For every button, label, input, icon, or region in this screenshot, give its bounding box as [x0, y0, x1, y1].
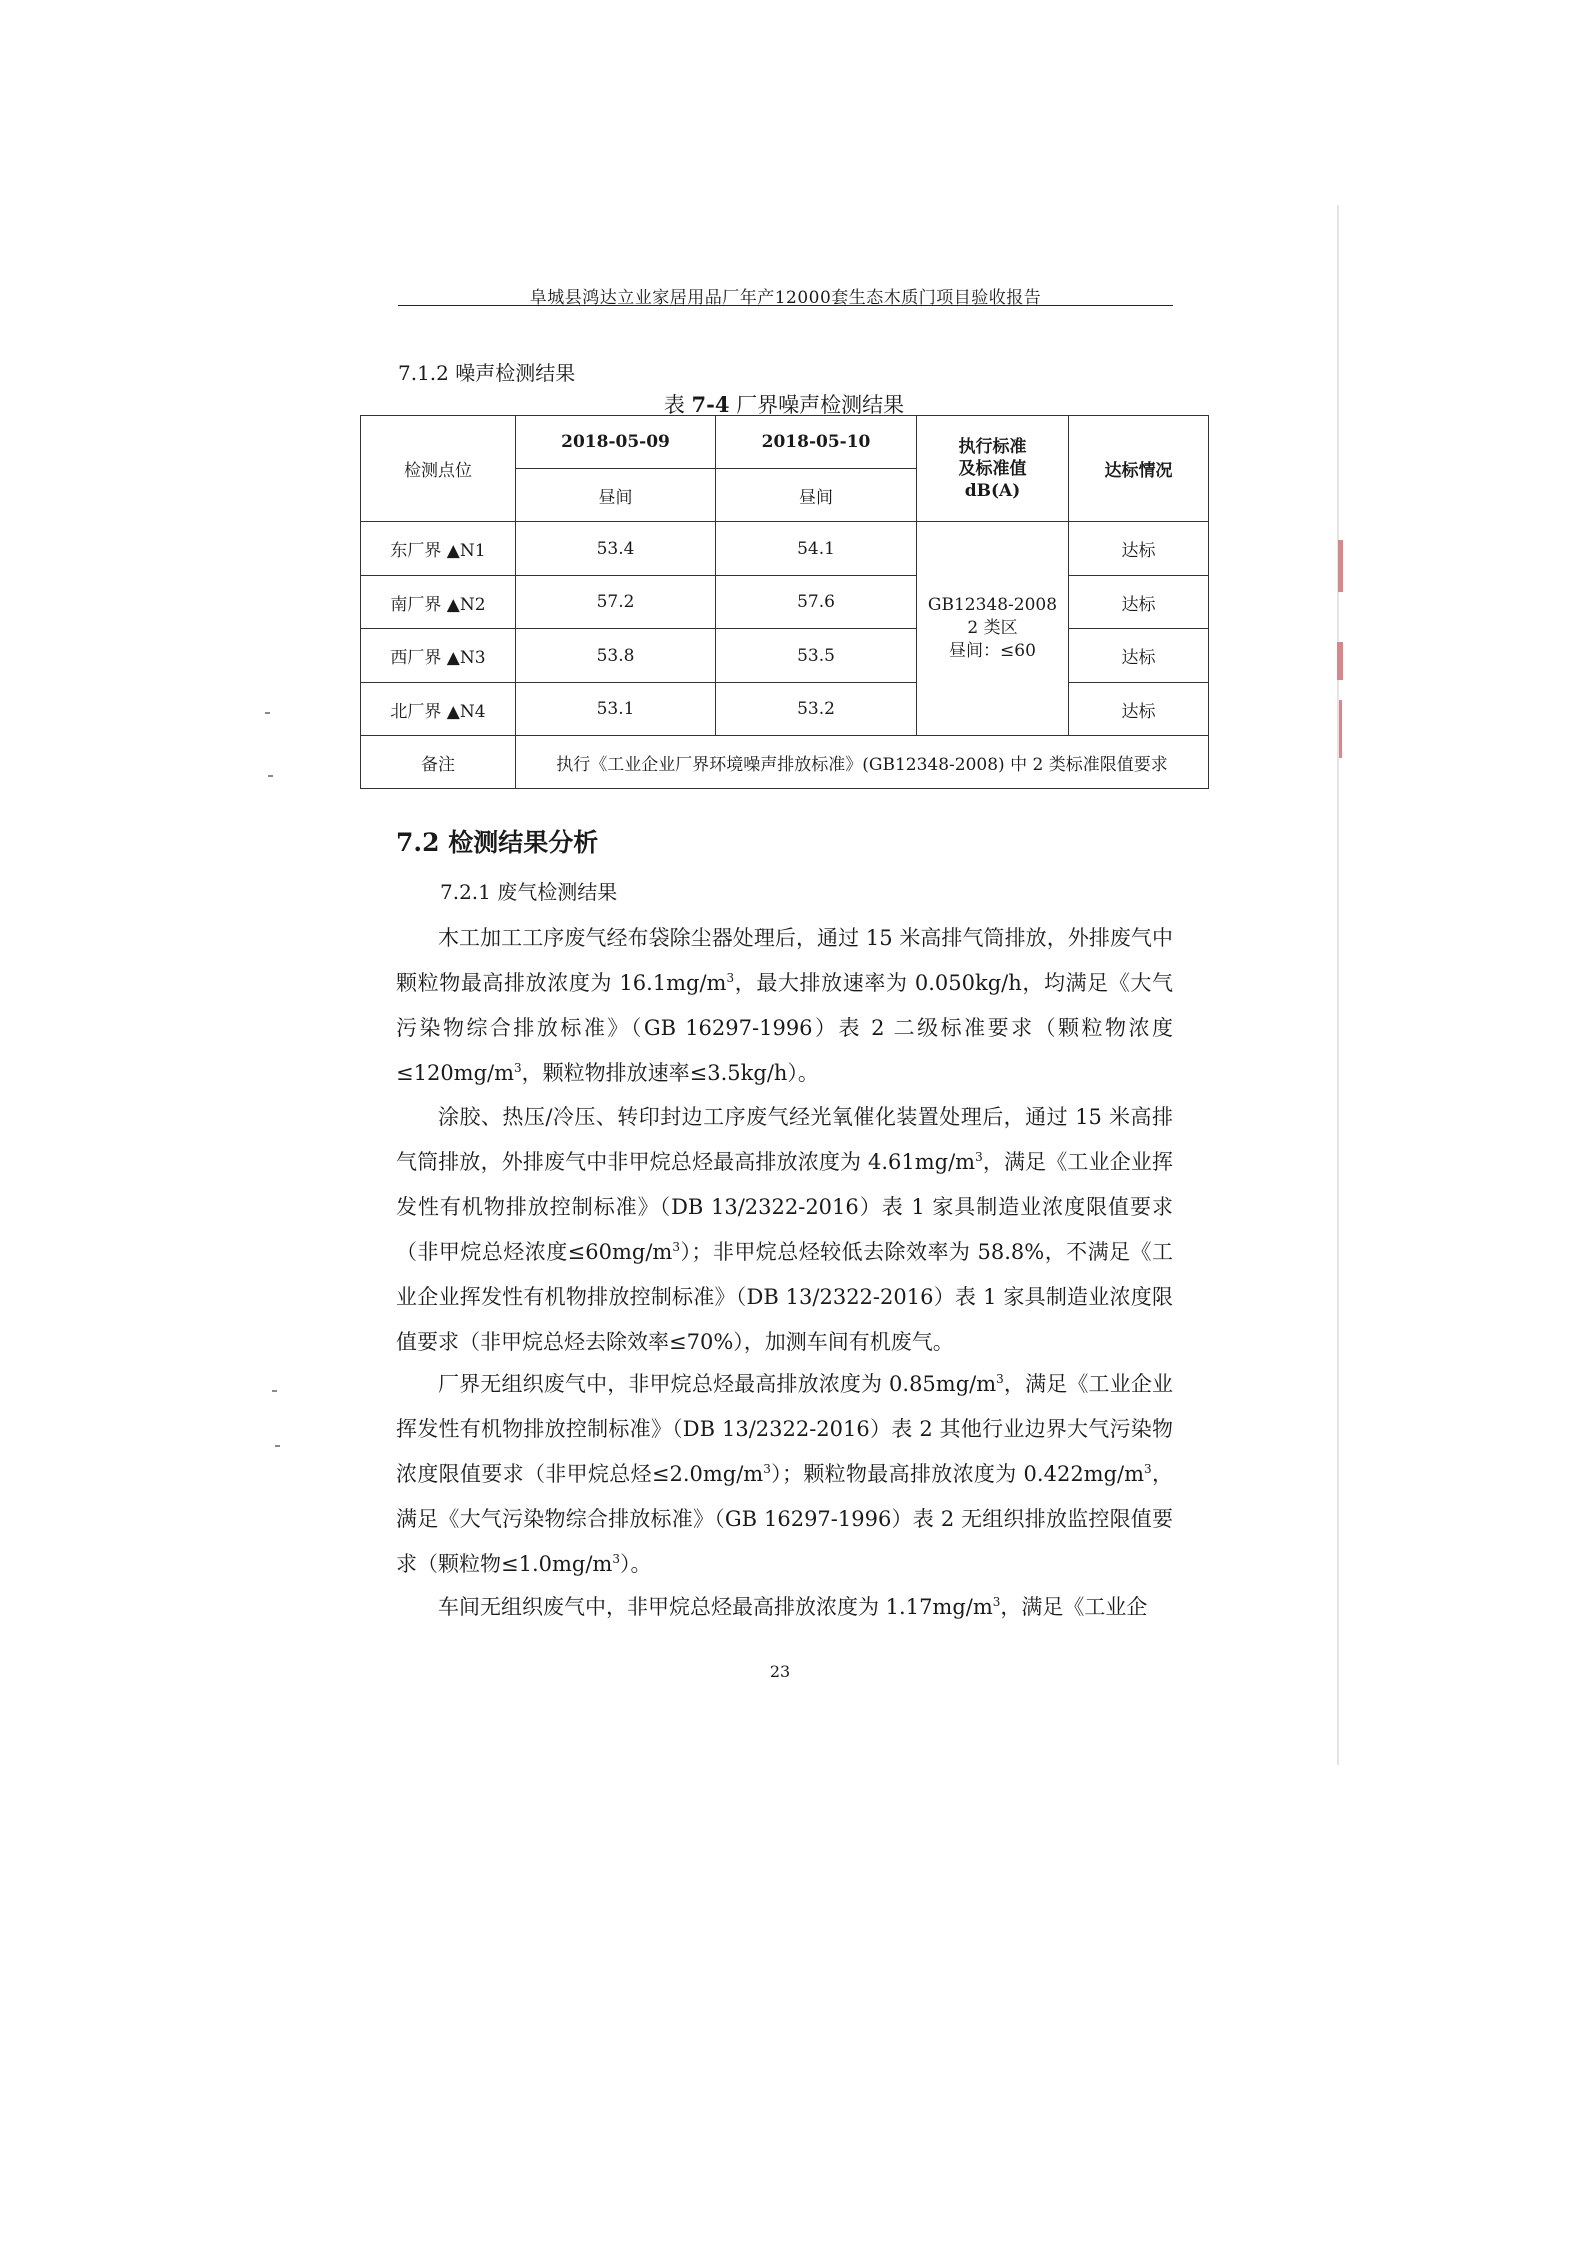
superscript-3: 3 [975, 1150, 983, 1164]
table-row [361, 576, 1209, 629]
superscript-3: 3 [672, 1240, 680, 1254]
header-standard-line2: 及标准值 [958, 458, 1027, 479]
scan-edge-line [1337, 205, 1339, 1765]
p2-text-c: ）；非甲烷总烃较低去除效率为 58.8%，不满足《工业企业挥发性有机物排放控制标准》（DB 13/2322-2016）表 1 家具制造业浓度限值要求（非甲烷总烃去除效率≤70%），加测车间有机废气。 [396, 1240, 1173, 1354]
row-status: 达标 [1069, 576, 1209, 629]
page-number: 23 [769, 1662, 791, 1681]
p3-text-b: ，满足《工业企业挥发性有机物排放控制标准》（DB 13/2322-2016）表 2 其他行业边界大气污染物浓度限值要求（非甲烷总烃≤2.0mg/m [396, 1372, 1174, 1486]
row-status: 达标 [1069, 522, 1209, 576]
red-stamp-mark [1339, 700, 1342, 758]
header-standard [917, 416, 1069, 522]
p3-text-d: ，满足《大气污染物综合排放标准》（GB 16297-1996）表 2 无组织排放监控限值要求（颗粒物≤1.0mg/m [396, 1462, 1173, 1576]
standard-line1: GB12348-2008 [927, 595, 1058, 615]
p3-text-a: 厂界无组织废气中，非甲烷总烃最高排放浓度为 0.85mg/m [438, 1372, 997, 1396]
header-period-2: 昼间 [716, 469, 917, 522]
scan-speck [268, 775, 273, 777]
p3-text-e: ）。 [619, 1552, 652, 1576]
row-value-day2: 53.2 [716, 683, 917, 736]
p1-text-a: 木工加工工序废气经布袋除尘器处理后，通过 15 米高排气筒排放，外排废气中颗粒物最高排放浓度为 16.1mg/m [396, 926, 1173, 995]
row-point: 西厂界 ▲N3 [361, 629, 516, 683]
paragraph-boundary-fugitive [396, 1362, 1173, 1587]
row-value-day1: 53.1 [516, 683, 716, 736]
p2-text-b: ，满足《工业企业挥发性有机物排放控制标准》（DB 13/2322-2016）表 1 家具制造业浓度限值要求（非甲烷总烃浓度≤60mg/m [396, 1150, 1174, 1264]
row-point: 东厂界 ▲N1 [361, 522, 516, 576]
scan-speck [275, 1445, 280, 1447]
paragraph-workshop-fugitive [396, 1585, 1173, 1630]
p4-text-b: ，满足《工业企 [1000, 1595, 1148, 1619]
row-value-day1: 53.4 [516, 522, 716, 576]
standard-line3: 昼间：≤60 [949, 641, 1036, 661]
table-row [361, 522, 1209, 576]
red-stamp-mark [1338, 540, 1343, 592]
red-stamp-mark [1337, 642, 1343, 680]
section-7-2-title: 7.2 检测结果分析 [396, 828, 599, 857]
superscript-3: 3 [992, 1595, 1001, 1609]
superscript-3: 3 [612, 1552, 620, 1566]
scan-speck [272, 1390, 277, 1392]
table-caption-number: 7-4 [691, 392, 730, 417]
superscript-3: 3 [514, 1061, 522, 1075]
header-status: 达标情况 [1069, 416, 1209, 522]
superscript-3: 3 [996, 1372, 1004, 1386]
p1-text-b: ，最大排放速率为 0.050kg/h，均满足《大气污染物综合排放标准》（GB 16297-1996）表 2 二级标准要求（颗粒物浓度≤120mg/m [396, 971, 1174, 1085]
p3-text-c: ）；颗粒物最高排放浓度为 0.422mg/m [770, 1462, 1145, 1486]
header-standard-line1: 执行标准 [958, 436, 1027, 457]
p1-text-c: ，颗粒物排放速率≤3.5kg/h）。 [521, 1061, 819, 1085]
row-status: 达标 [1069, 683, 1209, 736]
table-caption-prefix: 表 [663, 393, 685, 417]
row-value-day2: 57.6 [716, 576, 917, 629]
header-standard-line3: dB(A) [964, 480, 1021, 501]
row-value-day1: 57.2 [516, 576, 716, 629]
superscript-3: 3 [1144, 1462, 1152, 1476]
superscript-3: 3 [763, 1462, 771, 1476]
table-row [361, 683, 1209, 736]
standard-line2: 2 类区 [967, 618, 1018, 638]
row-value-day2: 54.1 [716, 522, 917, 576]
header-rule [398, 305, 1173, 306]
row-value-day1: 53.8 [516, 629, 716, 683]
section-7-2-1-heading: 7.2.1 废气检测结果 [440, 880, 618, 904]
header-date-2: 2018-05-10 [716, 416, 917, 469]
scan-speck [265, 712, 270, 714]
superscript-3: 3 [726, 971, 735, 985]
row-point: 南厂界 ▲N2 [361, 576, 516, 629]
table-row [361, 629, 1209, 683]
paragraph-wood-processing [396, 916, 1173, 1096]
row-status: 达标 [1069, 629, 1209, 683]
row-point: 北厂界 ▲N4 [361, 683, 516, 736]
p4-text-a: 车间无组织废气中，非甲烷总烃最高排放浓度为 1.17mg/m [438, 1595, 993, 1619]
page-header: 阜城县鸿达立业家居用品厂年产12000套生态木质门项目验收报告 [529, 288, 1042, 308]
remark-label: 备注 [361, 736, 516, 789]
remark-text: 执行《工业企业厂界环境噪声排放标准》(GB12348-2008) 中 2 类标准限值要求 [516, 736, 1209, 789]
remark-row [361, 736, 1209, 789]
p2-text-a: 涂胶、热压/冷压、转印封边工序废气经光氧催化装置处理后，通过 15 米高排气筒排放，外排废气中非甲烷总烃最高排放浓度为 4.61mg/m [396, 1105, 1173, 1174]
header-period-1: 昼间 [516, 469, 716, 522]
header-date-1: 2018-05-09 [516, 416, 716, 469]
paragraph-gluing-pressing [396, 1095, 1173, 1365]
standard-cell [917, 522, 1069, 736]
header-point: 检测点位 [361, 416, 516, 522]
row-value-day2: 53.5 [716, 629, 917, 683]
section-7-1-2-heading: 7.1.2 噪声检测结果 [398, 361, 576, 385]
table-caption-title: 厂界噪声检测结果 [736, 393, 905, 417]
noise-table [360, 415, 1209, 789]
